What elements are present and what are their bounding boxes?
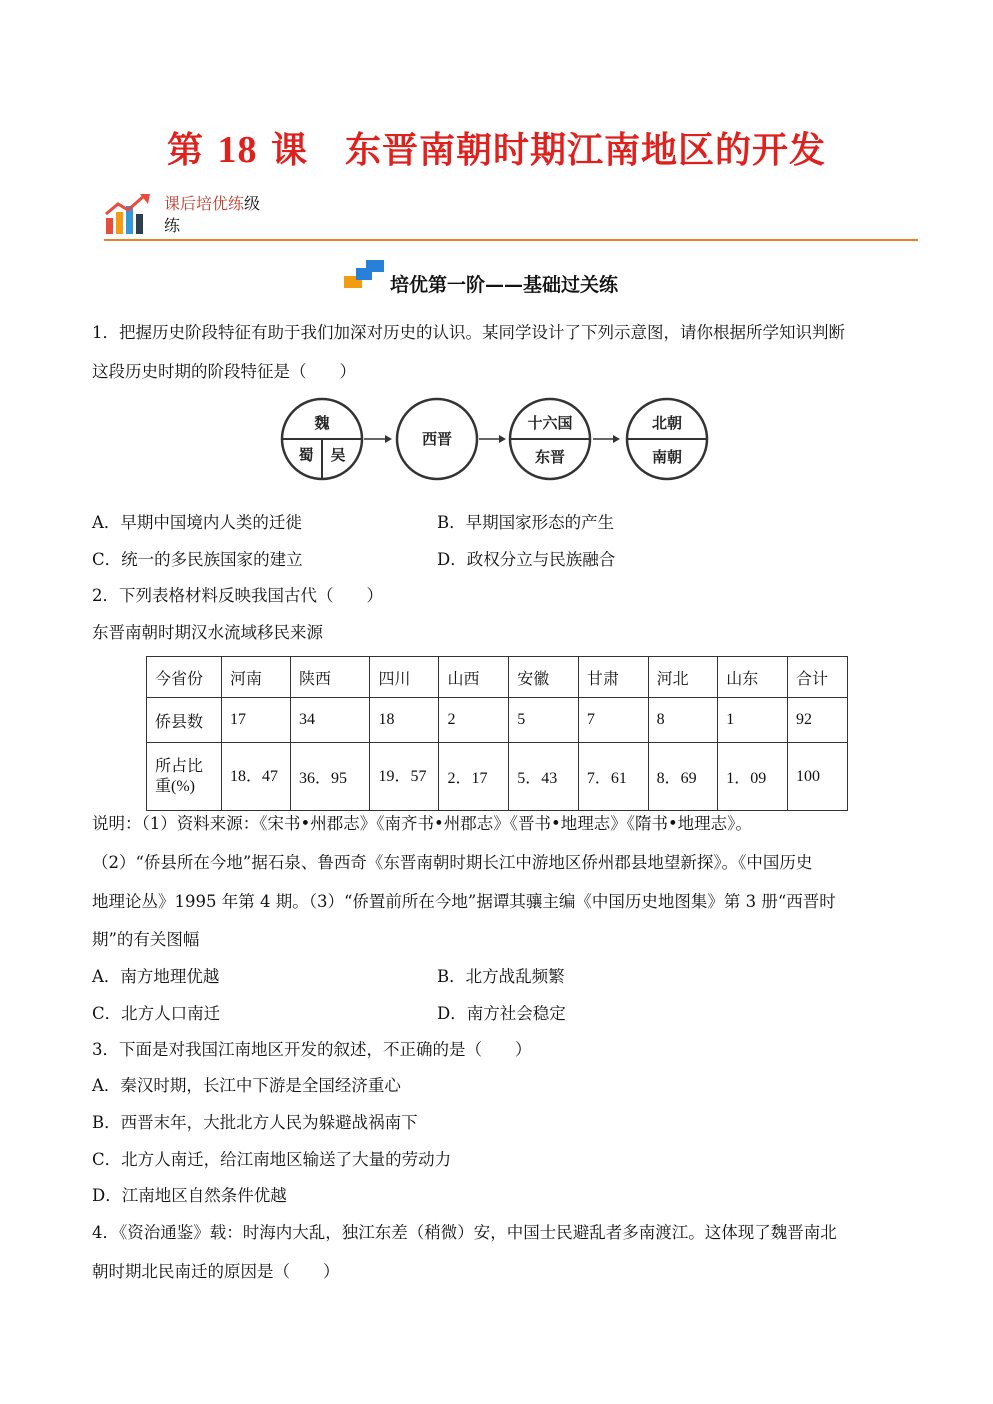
migration-table (146, 656, 848, 811)
table-cell: 17 (222, 698, 291, 743)
arrow-2 (479, 435, 506, 443)
q1-option-a[interactable]: A．早期中国境内人类的迁徙 (92, 513, 302, 532)
header-divider (104, 239, 918, 241)
table-cell: 7 (578, 698, 648, 743)
q2-note-3: 地理论丛》1995 年第 4 期。（3）“侨置前所在今地”据谭其骧主编《中国历史地图集》第 3 册“西晋时 (92, 892, 836, 911)
q1-option-d[interactable]: D．政权分立与民族融合 (437, 550, 616, 569)
q2-option-a[interactable]: A．南方地理优越 (92, 967, 220, 986)
table-cell: 安徽 (509, 657, 579, 698)
table-cell: 陕西 (291, 657, 370, 698)
label-northern-dynasties: 北朝 (651, 414, 683, 432)
table-cell: 19．57 (370, 743, 439, 811)
circle-three-kingdoms (282, 399, 362, 479)
q1-stem-line1: 1．把握历史阶段特征有助于我们加深对历史的认识。某同学设计了下列示意图，请你根据所学知识判断 (92, 323, 845, 342)
table-header-row (147, 657, 848, 698)
circle-north-south-dynasties (627, 399, 707, 479)
q2-stem: 2．下列表格材料反映我国古代（ ） (92, 586, 383, 605)
table-cell: 34 (291, 698, 370, 743)
table-cell: 所占比重(%) (147, 743, 222, 811)
table-cell: 四川 (370, 657, 439, 698)
table-cell: 山西 (439, 657, 509, 698)
q2-note-4: 期”的有关图幅 (92, 930, 200, 949)
label-wu: 吴 (330, 446, 346, 464)
table-cell: 1 (718, 698, 788, 743)
table-cell: 100 (788, 743, 848, 811)
page-title: 第 18 课 东晋南朝时期江南地区的开发 (166, 129, 827, 171)
table-cell: 甘肃 (578, 657, 648, 698)
circle-sixteen-kingdoms (510, 399, 590, 479)
table-cell: 今省份 (147, 657, 222, 698)
table-cell: 5．43 (509, 743, 579, 811)
table-cell: 7．61 (578, 743, 648, 811)
table-cell: 侨县数 (147, 698, 222, 743)
table-cell: 92 (788, 698, 848, 743)
table-cell: 8 (648, 698, 718, 743)
q1-option-b[interactable]: B．早期国家形态的产生 (437, 513, 615, 532)
table-cell: 18．47 (222, 743, 291, 811)
arrow-3 (593, 435, 620, 443)
label-sixteen-kingdoms: 十六国 (527, 414, 573, 432)
arrow-1 (364, 435, 392, 443)
practice-label: 课后培优练级 练 (164, 194, 261, 235)
q3-option-a[interactable]: A．秦汉时期，长江中下游是全国经济重心 (92, 1076, 401, 1095)
q2-note-2: （2）“侨县所在今地”据石泉、鲁西奇《东晋南朝时期长江中游地区侨州郡县地望新探》。《中国历史 (92, 853, 813, 872)
q3-stem: 3．下面是对我国江南地区开发的叙述，不正确的是（ ） (92, 1040, 532, 1059)
label-shu: 蜀 (298, 446, 314, 464)
table-cell: 8．69 (648, 743, 718, 811)
history-period-diagram (275, 396, 715, 482)
q2-option-b[interactable]: B．北方战乱频繁 (437, 967, 565, 986)
table-cell: 36．95 (291, 743, 370, 811)
q1-option-c[interactable]: C．统一的多民族国家的建立 (92, 550, 303, 569)
table-cell: 2．17 (439, 743, 509, 811)
table-cell: 河南 (222, 657, 291, 698)
section-heading (342, 258, 672, 298)
label-wei: 魏 (314, 414, 330, 432)
stairs-icon (342, 258, 388, 294)
q3-option-d[interactable]: D．江南地区自然条件优越 (92, 1186, 287, 1205)
table-cell: 18 (370, 698, 439, 743)
q2-option-c[interactable]: C．北方人口南迁 (92, 1004, 221, 1023)
q1-stem-line2: 这段历史时期的阶段特征是（ ） (92, 362, 356, 381)
q2-note-1: 说明：（1）资料来源：《宋书•州郡志》《南齐书•州郡志》《晋书•地理志》《隋书•地理志》。 (92, 814, 752, 833)
table-row (147, 743, 848, 811)
table-row (147, 698, 848, 743)
label-southern-dynasties: 南朝 (651, 448, 683, 466)
chart-growth-icon (104, 192, 154, 236)
q3-option-b[interactable]: B．西晋末年，大批北方人民为躲避战祸南下 (92, 1113, 418, 1132)
label-eastern-jin: 东晋 (534, 448, 566, 466)
q2-option-d[interactable]: D．南方社会稳定 (437, 1004, 566, 1023)
table-cell: 山东 (718, 657, 788, 698)
q3-option-c[interactable]: C．北方人南迁，给江南地区输送了大量的劳动力 (92, 1150, 452, 1169)
circle-western-jin (397, 399, 477, 479)
table-cell: 河北 (648, 657, 718, 698)
q2-table-title: 东晋南朝时期汉水流域移民来源 (92, 623, 323, 642)
table-cell: 合计 (788, 657, 848, 698)
q4-stem-line2: 朝时期北民南迁的原因是（ ） (92, 1262, 340, 1281)
q4-stem-line1: 4．《资治通鉴》载：时海内大乱，独江东差（稍微）安，中国士民避乱者多南渡江。这体现了魏晋南北 (92, 1223, 837, 1242)
table-cell: 5 (509, 698, 579, 743)
table-cell: 2 (439, 698, 509, 743)
table-cell: 1．09 (718, 743, 788, 811)
label-western-jin: 西晋 (421, 430, 453, 448)
lesson-number: 18 (217, 129, 258, 171)
section-title: 培优第一阶——基础过关练 (390, 274, 619, 296)
